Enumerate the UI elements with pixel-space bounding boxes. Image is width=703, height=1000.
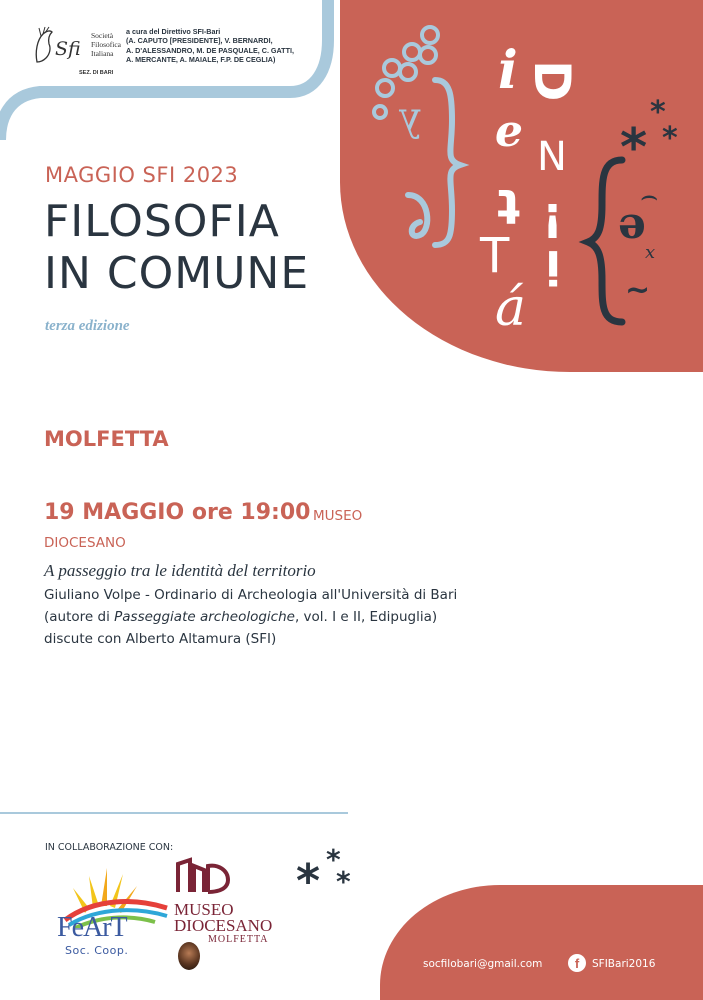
book-title: Passeggiate archeologiche bbox=[114, 609, 295, 625]
logo-org-name bbox=[91, 31, 121, 58]
athena-head-icon bbox=[33, 26, 55, 66]
title-line: IN COMUNE bbox=[44, 248, 310, 299]
svg-text:*: * bbox=[650, 95, 666, 130]
speaker-line: Giuliano Volpe - Ordinario di Archeologia all'Università di Bari bbox=[44, 587, 458, 603]
museo-emblem-icon bbox=[174, 856, 236, 896]
svg-text:⌢: ⌢ bbox=[640, 179, 659, 212]
feart-logo bbox=[55, 858, 170, 968]
curators-line: (A. CAPUTO [PRESIDENTE], V. BERNARDI, bbox=[126, 36, 273, 46]
talk-title: A passeggio tra le identità del territorio bbox=[44, 561, 316, 580]
svg-text:!: ! bbox=[542, 193, 563, 247]
logo-org-line: Filosofica bbox=[91, 40, 121, 49]
facebook-link[interactable]: SFIBari2016 bbox=[592, 958, 656, 970]
curators-line: a cura del Direttivo SFI-Bari bbox=[126, 27, 221, 36]
svg-text:N: N bbox=[537, 134, 567, 180]
contact-email-link[interactable]: socfilobari@gmail.com bbox=[423, 958, 543, 970]
svg-text:x: x bbox=[645, 242, 656, 263]
museo-diocesano-logo bbox=[172, 856, 294, 976]
sfi-asterisks-icon bbox=[296, 843, 360, 899]
svg-text:t: t bbox=[497, 178, 520, 234]
event-description bbox=[44, 584, 504, 650]
collaboration-label: IN COLLABORAZIONE CON: bbox=[45, 842, 174, 853]
logo-org-line: Italiana bbox=[91, 49, 114, 58]
svg-text:*: * bbox=[662, 121, 678, 156]
svg-text:*: * bbox=[336, 865, 351, 898]
decor-glyph: λ bbox=[397, 101, 422, 145]
curators-line: A. MERCANTE, A. MAIALE, F.P. DE CEGLIA) bbox=[126, 54, 276, 64]
book-line bbox=[44, 606, 504, 628]
feart-name: FeArT bbox=[57, 912, 127, 943]
subtitle: terza edizione bbox=[45, 318, 130, 334]
svg-text:~: ~ bbox=[625, 273, 651, 308]
svg-text:i: i bbox=[498, 40, 518, 101]
footer-decor-blob bbox=[380, 885, 703, 1000]
portrait-icon bbox=[178, 942, 200, 970]
book-prefix: (autore di bbox=[44, 609, 115, 625]
museo-name-line3: MOLFETTA bbox=[208, 934, 269, 945]
logo-mark: Sfi bbox=[55, 38, 81, 60]
page-title bbox=[44, 196, 309, 300]
event-date-time: 19 MAGGIO ore 19:00 bbox=[44, 500, 311, 525]
museo-name-line2: DIOCESANO bbox=[174, 916, 273, 935]
svg-text:*: * bbox=[326, 843, 341, 876]
event-venue-cont: DIOCESANO bbox=[44, 535, 126, 551]
event-city: MOLFETTA bbox=[44, 427, 169, 451]
logo-org-line: Società bbox=[91, 31, 114, 40]
svg-text:D: D bbox=[523, 60, 581, 102]
book-suffix: , vol. I e II, Edipuglia) bbox=[294, 609, 438, 625]
identity-letters-artwork bbox=[340, 0, 703, 372]
event-venue: MUSEO bbox=[313, 508, 363, 524]
museo-name-line1: MUSEO bbox=[174, 900, 234, 919]
svg-text:*: * bbox=[620, 118, 648, 178]
svg-text:e: e bbox=[495, 106, 523, 157]
footer-divider bbox=[0, 812, 348, 814]
sfi-logo bbox=[33, 26, 123, 76]
edition-line: MAGGIO SFI 2023 bbox=[45, 163, 239, 187]
svg-text:T: T bbox=[480, 228, 510, 284]
title-line: FILOSOFIA bbox=[44, 196, 280, 247]
logo-section: SEZ. DI BARI bbox=[79, 70, 114, 76]
svg-text:i: i bbox=[545, 240, 561, 294]
curators-line: A. D'ALESSANDRO, M. DE PASQUALE, C. GATTI, bbox=[126, 45, 294, 55]
feart-subtitle: Soc. Coop. bbox=[65, 944, 129, 957]
svg-text:*: * bbox=[296, 854, 321, 899]
svg-text:á: á bbox=[495, 278, 527, 338]
svg-text:ə: ə bbox=[618, 198, 646, 249]
facebook-icon: f bbox=[568, 954, 586, 972]
discussant-line: discute con Alberto Altamura (SFI) bbox=[44, 631, 277, 647]
curators-block bbox=[126, 27, 326, 64]
